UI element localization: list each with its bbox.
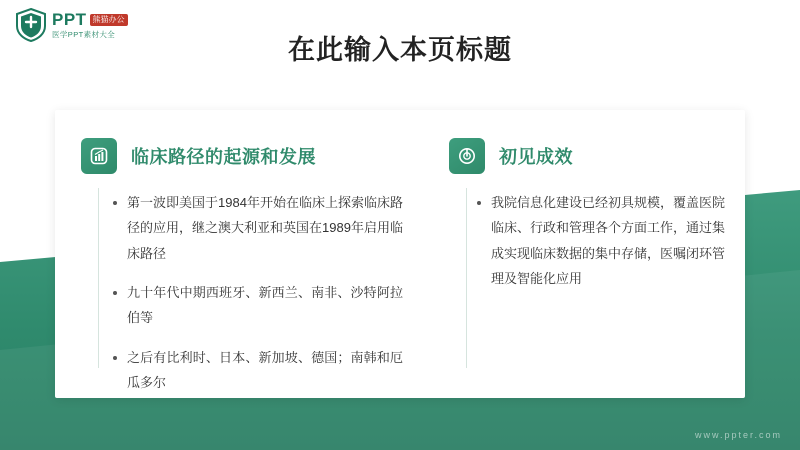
content-column-right bbox=[423, 110, 745, 398]
chart-bar-icon bbox=[81, 138, 117, 174]
list-item: 第一波即美国于1984年开始在临床上探索临床路径的应用，继之澳大利亚和英国在1989年启用临床路径 bbox=[111, 190, 403, 266]
page-title: 在此输入本页标题 bbox=[288, 35, 512, 65]
list-item: 之后有比利时、日本、新加坡、德国；南韩和厄瓜多尔 bbox=[111, 345, 403, 396]
column-right-heading: 初见成效 bbox=[499, 147, 573, 167]
column-left-bullets bbox=[111, 190, 403, 395]
logo-main-text: PPT bbox=[52, 10, 87, 30]
target-icon bbox=[449, 138, 485, 174]
watermark: www.ppter.com bbox=[694, 430, 782, 440]
column-left-header bbox=[81, 138, 403, 174]
logo-main-row bbox=[52, 11, 128, 28]
logo-subtitle: 医学PPT素材大全 bbox=[52, 30, 116, 40]
content-columns bbox=[55, 110, 745, 398]
column-left-divider bbox=[98, 188, 99, 368]
content-column-left bbox=[55, 110, 423, 398]
column-right-bullets bbox=[475, 190, 725, 291]
content-card bbox=[55, 110, 745, 398]
list-item: 我院信息化建设已经初具规模，覆盖医院临床、行政和管理各个方面工作，通过集成实现临床数据的集中存储，医嘱闭环管理及智能化应用 bbox=[475, 190, 725, 291]
list-item: 九十年代中期西班牙、新西兰、南非、沙特阿拉伯等 bbox=[111, 280, 403, 331]
column-left-heading: 临床路径的起源和发展 bbox=[131, 147, 316, 167]
column-right-divider bbox=[466, 188, 467, 368]
logo-badge: 熊猫办公 bbox=[90, 14, 128, 26]
column-right-header bbox=[449, 138, 725, 174]
